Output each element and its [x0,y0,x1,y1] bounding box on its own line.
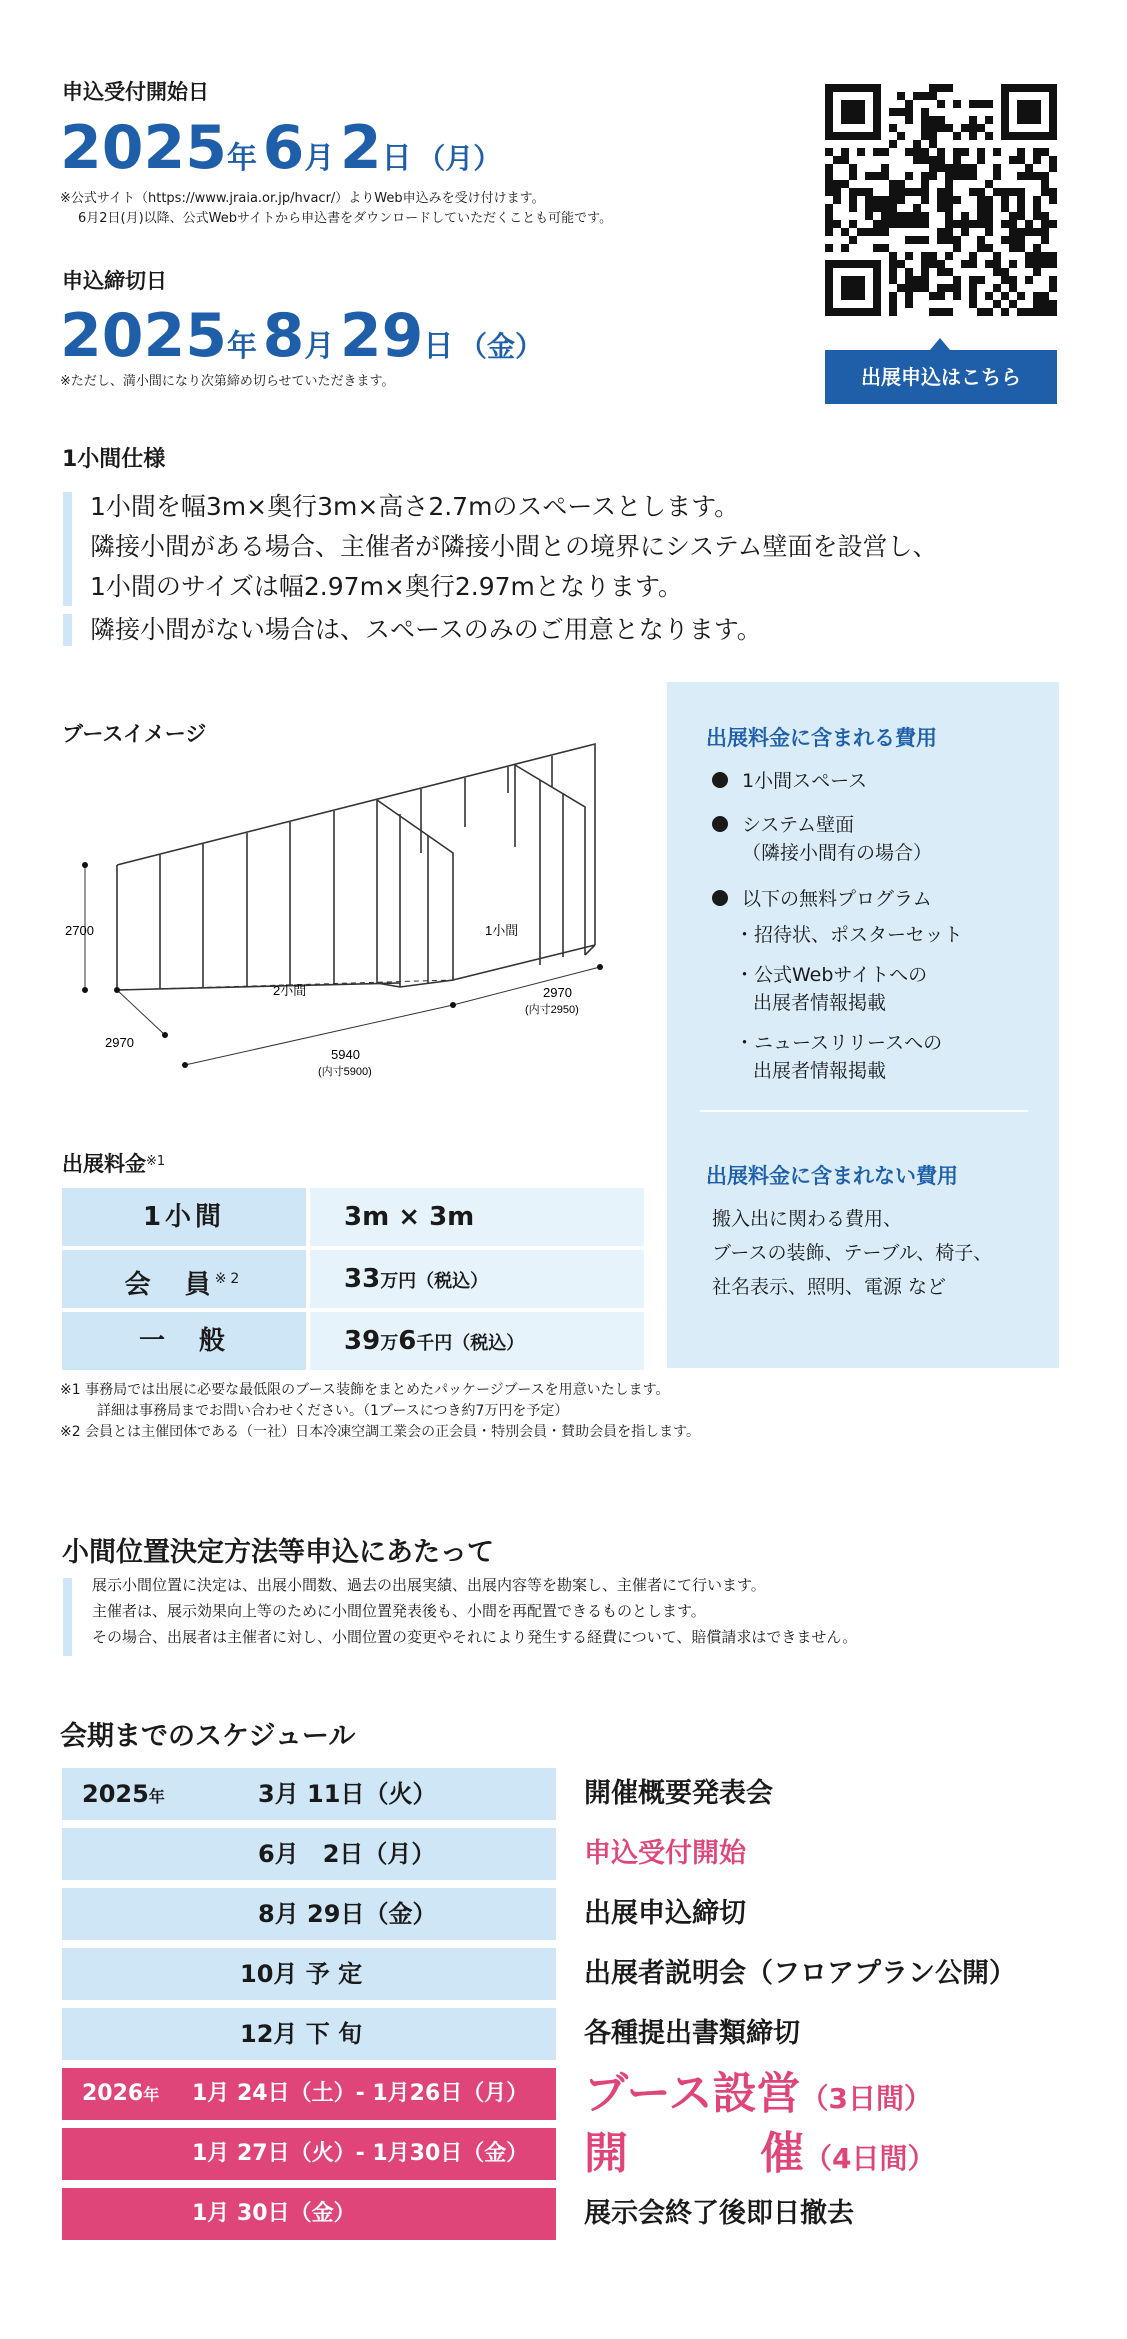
included-title: 出展料金に含まれる費用 [706,726,937,750]
schedule-title: 会期までのスケジュール [60,1721,356,1752]
spec-bar [63,492,72,606]
start-note-1: ※公式サイト（https://www.jraia.or.jp/hvacr/）よりWeb申込みを受け付けます。 [60,191,545,206]
start-note-2: 6月2日(月)以降、公式Webサイトから申込書をダウンロードしていただくことも可能です。 [78,211,613,226]
program-3b: 出展者情報掲載 [753,1060,887,1082]
schedule-row: 1月 30日（金） 展示会終了後即日撤去 [62,2188,1016,2240]
included-item-2-sub: （隣接小間有の場合） [742,842,933,864]
program-3: ・ニュースリリースへの [735,1032,943,1054]
schedule-row: 2026年 1月 24日（土）- 1月26日（月） ブース設営（3日間） [62,2068,1016,2120]
deadline-label: 申込締切日 [62,269,167,293]
program-2b: 出展者情報掲載 [753,992,887,1014]
spec-bar-2 [63,614,72,646]
dim-right-inner: (内寸2950) [525,1004,579,1016]
dim-height: 2700 [65,923,94,938]
qr-pointer [930,338,950,350]
schedule-row: 2025年 3月 11日（火） 開催概要発表会 [62,1768,1016,1820]
schedule-row: 1月 27日（火）- 1月30日（金） 開 催（4日間） [62,2128,1016,2180]
label-1koma: 1小間 [485,923,519,938]
fee-title: 出展料金$^{※1}$ [62,1152,166,1176]
dim-right: 2970 [543,985,572,1000]
fee-row-general: 一 般 39万6千円（税込） [62,1312,644,1370]
included-item-2: システム壁面 [712,810,854,840]
schedule-row: 12月 下 旬 各種提出書類締切 [62,2008,1016,2060]
deadline-date: 2025年 8月 29日 （金） [60,301,543,371]
program-1: ・招待状、ポスターセット [735,924,963,946]
excluded-2: ブースの装飾、テーブル、椅子、 [712,1242,993,1264]
program-2: ・公式Webサイトへの [735,964,928,986]
schedule-row: 10月 予 定 出展者説明会（フロアプラン公開） [62,1948,1016,2000]
booth-diagram [55,735,655,1095]
position-bar [63,1578,72,1656]
panel-divider [700,1110,1028,1112]
fee-note-2: 詳細は事務局までお問い合わせください。（1ブースにつき約7万円を予定） [97,1403,569,1419]
exhibit-apply-button[interactable]: 出展申込はこちら [825,350,1057,404]
spec-line-4: 隣接小間がない場合は、スペースのみのご用意となります。 [90,615,762,644]
qr-code-icon[interactable] [825,84,1057,316]
dim-depth: 2970 [105,1035,134,1050]
excluded-3: 社名表示、照明、電源 など [712,1276,947,1298]
fee-note-1: ※1 事務局では出展に必要な最低限のブース装飾をまとめたパッケージブースを用意いたします。 [60,1382,670,1398]
included-item-3: 以下の無料プログラム [712,884,932,914]
spec-lines: 1小間を幅3m×奥行3m×高さ2.7mのスペースとします。 隣接小間がある場合、主催者が隣接小間との境界にシステム壁面を設営し、 1小間のサイズは幅2.97m×奥行2.97mとなります。 [90,492,938,601]
position-lines: 展示小間位置に決定は、出展小間数、過去の出展実績、出展内容等を勘案し、主催者にて行います。 主催者は、展示効果向上等のために小間位置発表後も、小間を再配置できるものとします。 その場合、出展者は主催者に対し、小間位置の変更やそれにより発生する経費について、賠償請求はできません。 [92,1576,858,1646]
fee-info-panel [667,682,1059,1368]
application-start-label: 申込受付開始日 [62,80,209,104]
fee-row-member: 会 員$^{※2}$ 33万円（税込） [62,1250,644,1308]
spec-title: 1小間仕様 [62,447,166,472]
dim-width: 5940 [331,1047,360,1062]
dim-width-inner: (内寸5900) [318,1066,372,1078]
excluded-1: 搬入出に関わる費用、 [712,1208,903,1230]
label-2koma: 2小間 [273,983,307,998]
schedule-row: 8月 29日（金） 出展申込締切 [62,1888,1016,1940]
excluded-title: 出展料金に含まれない費用 [706,1164,958,1188]
booth-title: ブースイメージ [62,722,207,746]
fee-row-size: 1小間 3m × 3m [62,1188,644,1246]
schedule-row: 6月 2日（月） 申込受付開始 [62,1828,1016,1880]
position-title: 小間位置決定方法等申込にあたって [62,1537,494,1568]
schedule-list [62,1768,1016,2240]
deadline-note: ※ただし、満小間になり次第締め切らせていただきます。 [60,374,395,389]
fee-table [62,1188,644,1370]
included-item-1: 1小間スペース [712,766,867,796]
fee-note-3: ※2 会員とは主催団体である（一社）日本冷凍空調工業会の正会員・特別会員・賛助会員を指します。 [60,1424,700,1440]
application-start-date: 2025年 6月 2日 （月） [60,113,502,183]
